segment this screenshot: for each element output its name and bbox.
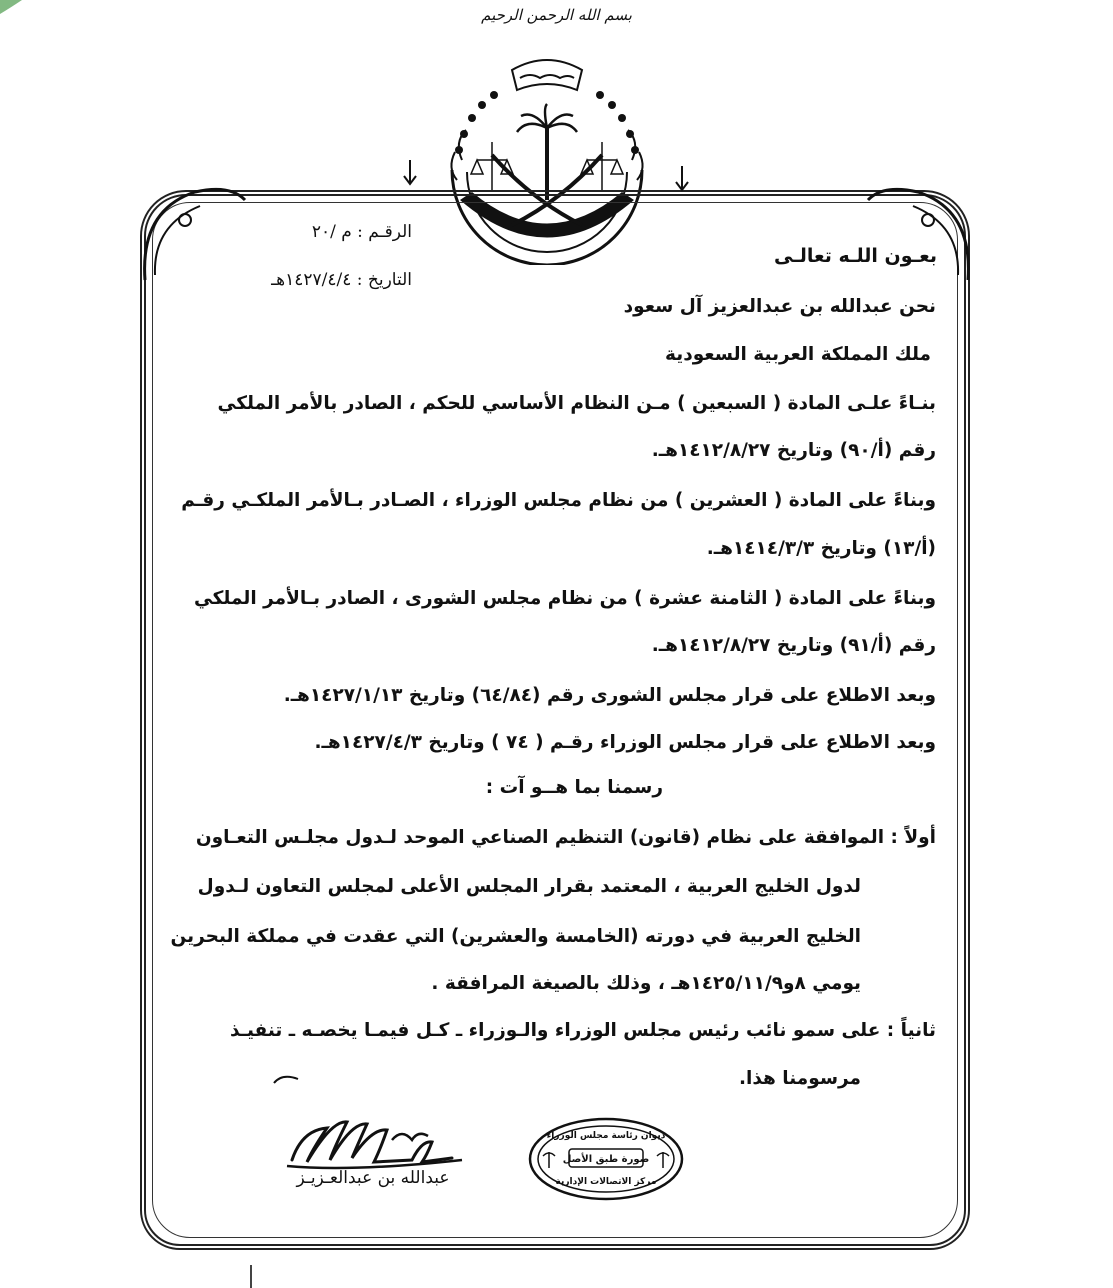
body-line: الخليج العربية في دورته (الخامسة والعشرين) التي عقدت في مملكة البحرين [170, 926, 861, 947]
basmala-header: بسم الله الرحمن الرحيم [481, 6, 632, 24]
edge-mark [250, 1265, 252, 1288]
body-line: أولاً : الموافقة على نظام (قانون) التنظيم الصناعي الموحد لـدول مجلـس التعـاون [195, 827, 936, 848]
body-line: ثانياً : على سمو نائب رئيس مجلس الوزراء والـوزراء ـ كـل فيمـا يخصـه ـ تنفيـذ [229, 1020, 936, 1041]
official-stamp [527, 1116, 685, 1202]
right-flourish-icon [672, 164, 692, 194]
body-line: وبعد الاطلاع على قرار مجلس الشورى رقم (٦٤/٨٤) وتاريخ ١٤٢٧/١/١٣هـ. [283, 685, 936, 706]
body-line: نحن عبدالله بن عبدالعزيز آل سعود [623, 296, 936, 317]
ink-mark-icon [272, 1073, 302, 1085]
body-line: رسمنا بما هــو آت : [485, 777, 663, 798]
reference-number: الرقـم : م /٢٠ [311, 222, 412, 242]
body-line: يومي ٨و١٤٢٥/١١/٩هـ ، وذلك بالصيغة المرافقة . [431, 973, 861, 994]
svg-text:مركز الاتصالات الإدارية: مركز الاتصالات الإدارية [555, 1177, 657, 1187]
body-line: رقم (أ/٩١) وتاريخ ١٤١٢/٨/٢٧هـ. [651, 635, 936, 656]
body-line: مرسومنا هذا. [738, 1068, 861, 1089]
svg-text:ديوان رئاسة مجلس الوزراء: ديوان رئاسة مجلس الوزراء [546, 1131, 666, 1141]
body-line: (أ/١٣) وتاريخ ١٤١٤/٣/٣هـ. [706, 538, 936, 559]
signatory-name: عبدالله بن عبدالعـزيـز [296, 1168, 450, 1188]
body-line: وبناءً على المادة ( الثامنة عشرة ) من نظام مجلس الشورى ، الصادر بـالأمر الملكي [193, 588, 936, 609]
body-line: لدول الخليج العربية ، المعتمد بقرار المجلس الأعلى لمجلس التعاون لـدول [197, 876, 861, 897]
body-line: وبعد الاطلاع على قرار مجلس الوزراء رقـم ( ٧٤ ) وتاريخ ١٤٢٧/٤/٣هـ. [314, 732, 936, 753]
left-flourish-icon [400, 158, 420, 188]
body-line: وبناءً على المادة ( العشرين ) من نظام مجلس الوزراء ، الصـادر بـالأمر الملكـي رقـم [181, 490, 936, 511]
top-right-ornament-icon [858, 180, 978, 290]
document-date: التاريخ : ١٤٢٧/٤/٤هـ [271, 270, 412, 290]
svg-text:صورة طبق الأصل: صورة طبق الأصل [562, 1154, 650, 1165]
body-line: رقم (أ/٩٠) وتاريخ ١٤١٢/٨/٢٧هـ. [651, 440, 936, 461]
invocation-heading: بعـون اللـه تعالـى [774, 245, 937, 267]
document-meta [222, 208, 412, 304]
body-line: ملك المملكة العربية السعودية [665, 344, 931, 365]
body-line: بنـاءً علـى المادة ( السبعين ) مـن النظام الأساسي للحكم ، الصادر بالأمر الملكي [217, 393, 936, 414]
